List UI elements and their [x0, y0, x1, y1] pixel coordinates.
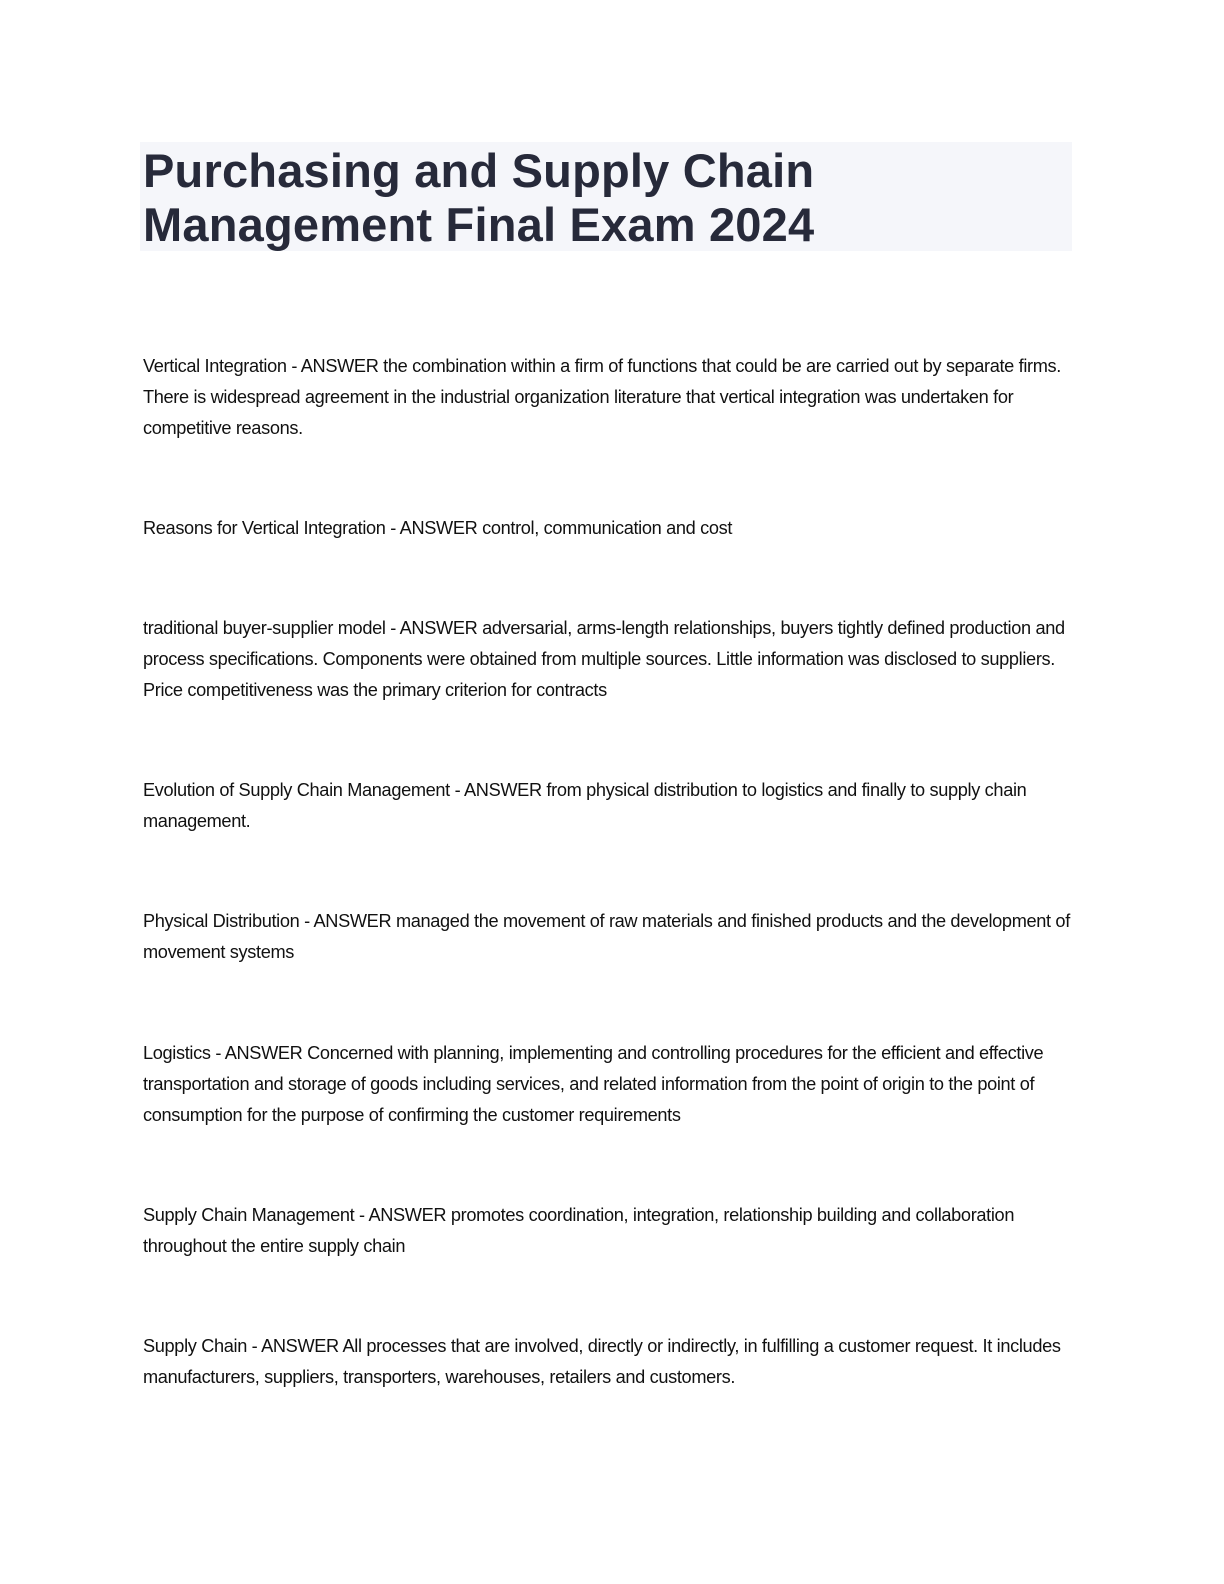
entry-logistics: Logistics - ANSWER Concerned with planning, implementing and controlling procedures for the efficient and effective transportation and storage of goods including services, and related information from the point of origin to the point of consumption for the purpose of confirming the customer requirements [143, 1043, 1044, 1125]
entry-reasons-vertical-integration: Reasons for Vertical Integration - ANSWER control, communication and cost [143, 518, 733, 538]
title-banner [140, 142, 1072, 251]
page-title: Purchasing and Supply Chain Management Final Exam 2024 [143, 144, 815, 251]
entry-evolution-scm: Evolution of Supply Chain Management - ANSWER from physical distribution to logistics and finally to supply chain management. [143, 780, 1027, 831]
entry-traditional-buyer-supplier-model: traditional buyer-supplier model - ANSWER adversarial, arms-length relationships, buyers tightly defined production and process specifications. Components were obtained from multiple sources. Little information was disclosed to suppliers. Price competitiveness was the primary criterion for contracts [143, 618, 1065, 700]
entry-vertical-integration: Vertical Integration - ANSWER the combination within a firm of functions that could be are carried out by separate firms. There is widespread agreement in the industrial organization literature that vertical integration was undertaken for competitive reasons. [143, 356, 1061, 438]
entry-physical-distribution: Physical Distribution - ANSWER managed the movement of raw materials and finished products and the development of movement systems [143, 911, 1070, 962]
entry-supply-chain: Supply Chain - ANSWER All processes that are involved, directly or indirectly, in fulfilling a customer request. It includes manufacturers, suppliers, transporters, warehouses, retailers and customers. [143, 1336, 1061, 1387]
entry-supply-chain-management: Supply Chain Management - ANSWER promotes coordination, integration, relationship building and collaboration throughout the entire supply chain [143, 1205, 1015, 1256]
